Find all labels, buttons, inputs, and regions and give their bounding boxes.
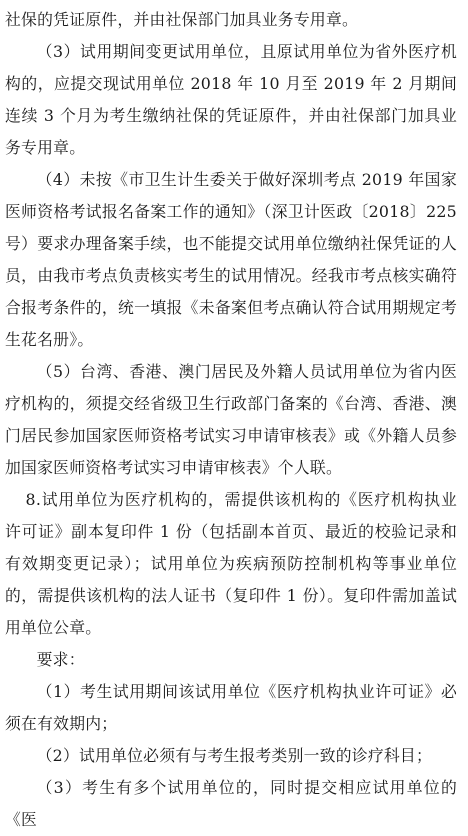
paragraph-requirements-heading: 要求： bbox=[36, 650, 85, 669]
paragraph-requirement-3: （3）考生有多个试用单位的，同时提交相应试用单位的《医 bbox=[5, 778, 457, 829]
paragraph-item-5: （5）台湾、香港、澳门居民及外籍人员试用单位为省内医疗机构的，须提交经省级卫生行政部门备案的《台湾、香港、澳门居民参加国家医师资格考试实习申请审核表》或《外籍人员参加国家医师资格考试实习申请审核表》个人联。 bbox=[5, 362, 457, 477]
paragraph-requirement-1: （1）考生试用期间该试用单位《医疗机构执业许可证》必须在有效期内； bbox=[5, 682, 457, 733]
paragraph-continuation: 社保的凭证原件，并由社保部门加具业务专用章。 bbox=[5, 10, 359, 29]
paragraph-item-4: （4）未按《市卫生计生委关于做好深圳考点 2019 年国家医师资格考试报名备案工作的通知》（深卫计医政〔2018〕225 号）要求办理备案手续，也不能提交试用单位缴纳社保凭证的人员，由我市考点负责核实考生的试用情况。经我市考点核实确符合报考条件的，统一填报《未备案但考点确认符合试用期规定考生花名册》。 bbox=[5, 170, 457, 349]
paragraph-item-3: （3）试用期间变更试用单位，且原试用单位为省外医疗机构的，应提交现试用单位 2018 年 10 月至 2019 年 2 月期间连续 3 个月为考生缴纳社保的凭证原件，并由社保部门加具业务专用章。 bbox=[5, 42, 457, 157]
paragraph-requirement-2: （2）试用单位必须有与考生报考类别一致的诊疗科目； bbox=[36, 746, 433, 765]
paragraph-section-8: 8.试用单位为医疗机构的，需提供该机构的《医疗机构执业许可证》副本复印件 1 份（包括副本首页、最近的校验记录和有效期变更记录）；试用单位为疾病预防控制机构等事业单位的，需提供该机构的法人证书（复印件 1 份）。复印件需加盖试用单位公章。 bbox=[5, 490, 457, 637]
